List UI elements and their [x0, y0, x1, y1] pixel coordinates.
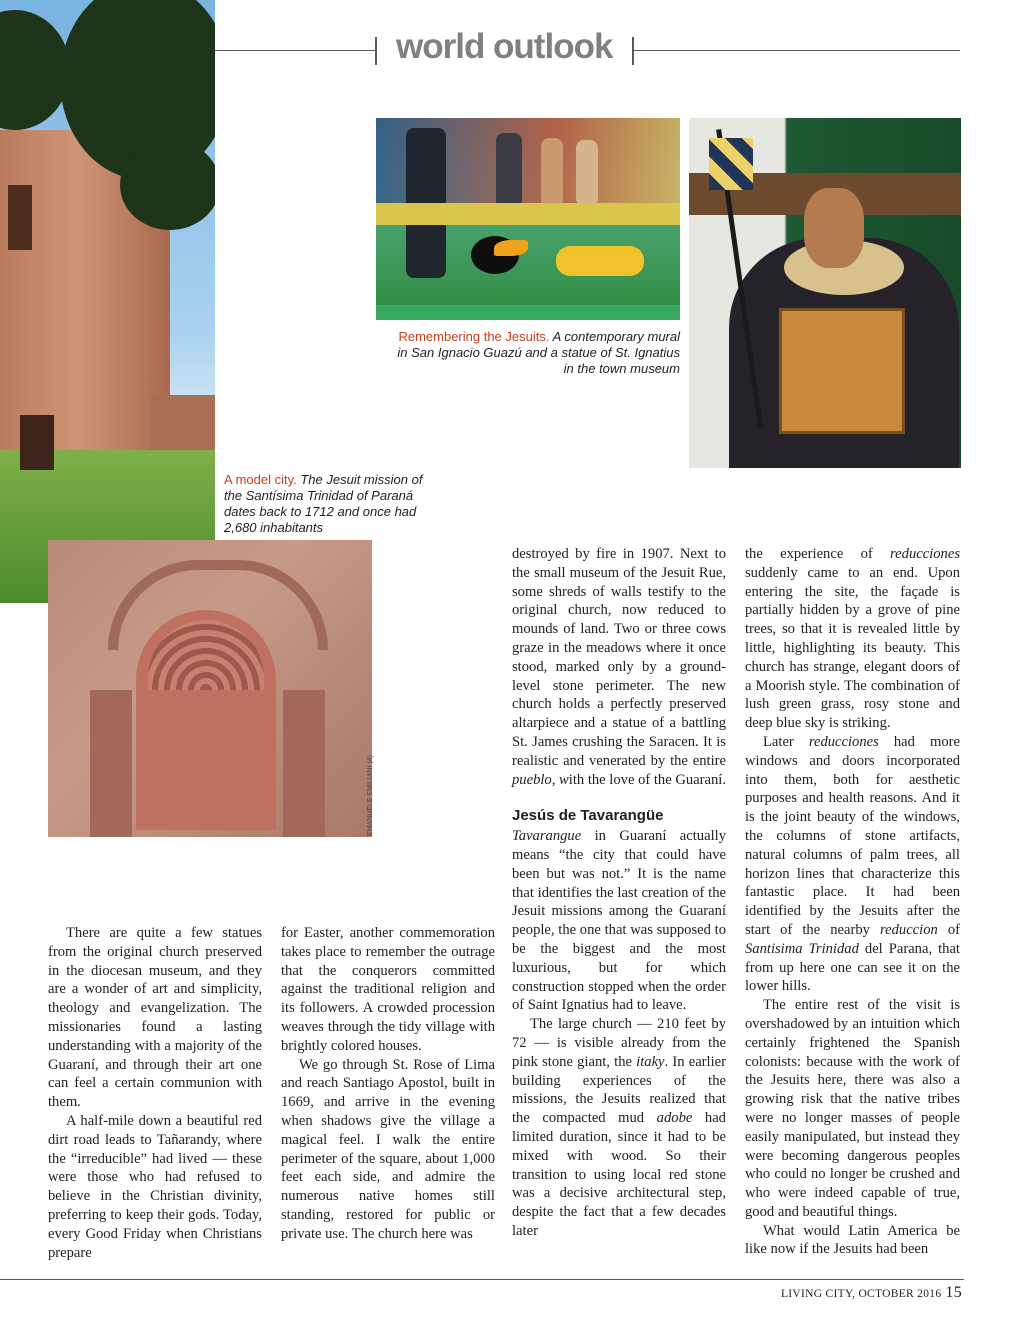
- footer: [700, 1284, 962, 1302]
- paragraph: Later reducciones had more windows and doors incorporated into them, both for aesthetic purposes and health reasons. And it is the joint beauty of the windows, the columns of stone artifacts, natural columns of palm trees, all horizon lines that characterize this fantastic place. It had been identified by the Jesuits after the start of the nearby reduccion of Santisima Trinidad del Parana, that from up here one can see it on the lower hills.: [745, 733, 960, 995]
- paragraph: for Easter, another commemoration takes place to remember the outrage that the conquerors committed against the traditional religion and its followers. A crowded procession weaves through the tidy village with brightly colored houses.: [281, 925, 495, 1054]
- article-column-2: [281, 924, 495, 1244]
- header-rule-right: [634, 50, 960, 51]
- section-title: world outlook: [396, 27, 613, 66]
- caption-lead: Remembering the Jesuits.: [398, 329, 550, 344]
- mural-caption: [395, 329, 680, 377]
- photo-credit: EMANUELE EMILIANI (4): [367, 755, 374, 836]
- header-tick-right: [632, 37, 634, 65]
- caption-lead: A model city.: [224, 472, 297, 487]
- publication-line: LIVING CITY, OCTOBER 2016: [780, 1288, 942, 1300]
- article-column-1: [48, 924, 262, 1262]
- statue-photo: [689, 118, 961, 468]
- paragraph: destroyed by fire in 1907. Next to the small museum of the Jesuit Rue, some shreds of walls testify to the original church, now reduced to mounds of land. Two or three cows graze in the meadows where it once stood, marked only by a ground-level stone perimeter. The new church holds a perfectly preserved altarpiece and a statue of a battling St. James crushing the Saracen. It is realistic and venerated by the entire pueblo, with the love of the Guaraní.: [512, 546, 727, 788]
- paragraph: We go through St. Rose of Lima and reach Santiago Apostol, built in 1669, and arrive in the evening when shadows give the village a magical feel. I walk the entire perimeter of the square, about 1,000 feet each side, and admire the numerous native homes still standing, restored for public or private use. The church here was: [281, 1056, 495, 1242]
- paragraph: The large church — 210 feet by 72 — is visible already from the pink stone giant, the itaky. In earlier building experiences of the missions, the Jesuits realized that the compacted mud adobe had limited duration, since it had to be mixed with wood. So their transition to using local red stone was a decisive architectural step, despite the fact that a few decades later: [512, 1016, 726, 1239]
- paragraph: There are quite a few statues from the original church preserved in the diocesan museum, and they are a wonder of art and simplicity, theology and evangelization. The missionaries found a lasting understanding with a majority of the Guaraní, and through their art one can feel a certain communion with them.: [48, 925, 262, 1111]
- paragraph: A half-mile down a beautiful red dirt road leads to Tañarandy, where the “irreducible” had lived — these were those who had refused to believe in the Christian divinity, preferring to keep their gods. Today, every Good Friday when Christians prepare: [48, 1112, 262, 1261]
- caption-text: The Jesuit mission of the Santísima Trinidad of Paraná dates back to 1712 and once had 2,680 inhabitants: [224, 472, 423, 535]
- footer-rule: [0, 1279, 964, 1280]
- mural-photo: [376, 118, 680, 320]
- paragraph: the experience of reducciones suddenly came to an end. Upon entering the site, the façade is partially hidden by a grove of pine trees, so that it is revealed little by little, highlighting its beauty. This church has strange, elegant doors of a Moorish style. The combination of lush green grass, rosy stone and deep blue sky is striking.: [745, 546, 960, 732]
- header-tick-left: [375, 37, 377, 65]
- ruins-caption: [224, 472, 424, 536]
- subheading: Jesús de Tavarangüe: [512, 807, 664, 825]
- stone-carving-photo: [48, 540, 372, 837]
- header-rule-left: [215, 50, 375, 51]
- article-column-4: [745, 545, 960, 1259]
- caption-text: A contemporary mural in San Ignacio Guazú and a statue of St. Ignatius in the town museum: [397, 329, 680, 376]
- paragraph: What would Latin America be like now if the Jesuits had been: [745, 1222, 960, 1258]
- page-number: 15: [945, 1284, 962, 1301]
- paragraph: Tavarangue in Guaraní actually means “the city that could have been but was not.” It is the name that identifies the last creation of the Jesuit missions among the Guaraní people, the one that was supposed to be the biggest and the most luxurious, but for which construction stopped when the order of Saint Ignatius had to leave.: [512, 828, 726, 1014]
- article-column-3: [512, 545, 726, 1241]
- ruins-photo: [0, 0, 215, 603]
- paragraph: The entire rest of the visit is overshadowed by an intuition which certainly frightened the Spanish colonists: because with the work of the Jesuits here, there was also a growing risk that the native tribes were no longer masses of people easily manipulated, but instead they were becoming dangerous peoples who could no longer be crushed and who were indeed capable of true, good and beautiful things.: [745, 997, 960, 1220]
